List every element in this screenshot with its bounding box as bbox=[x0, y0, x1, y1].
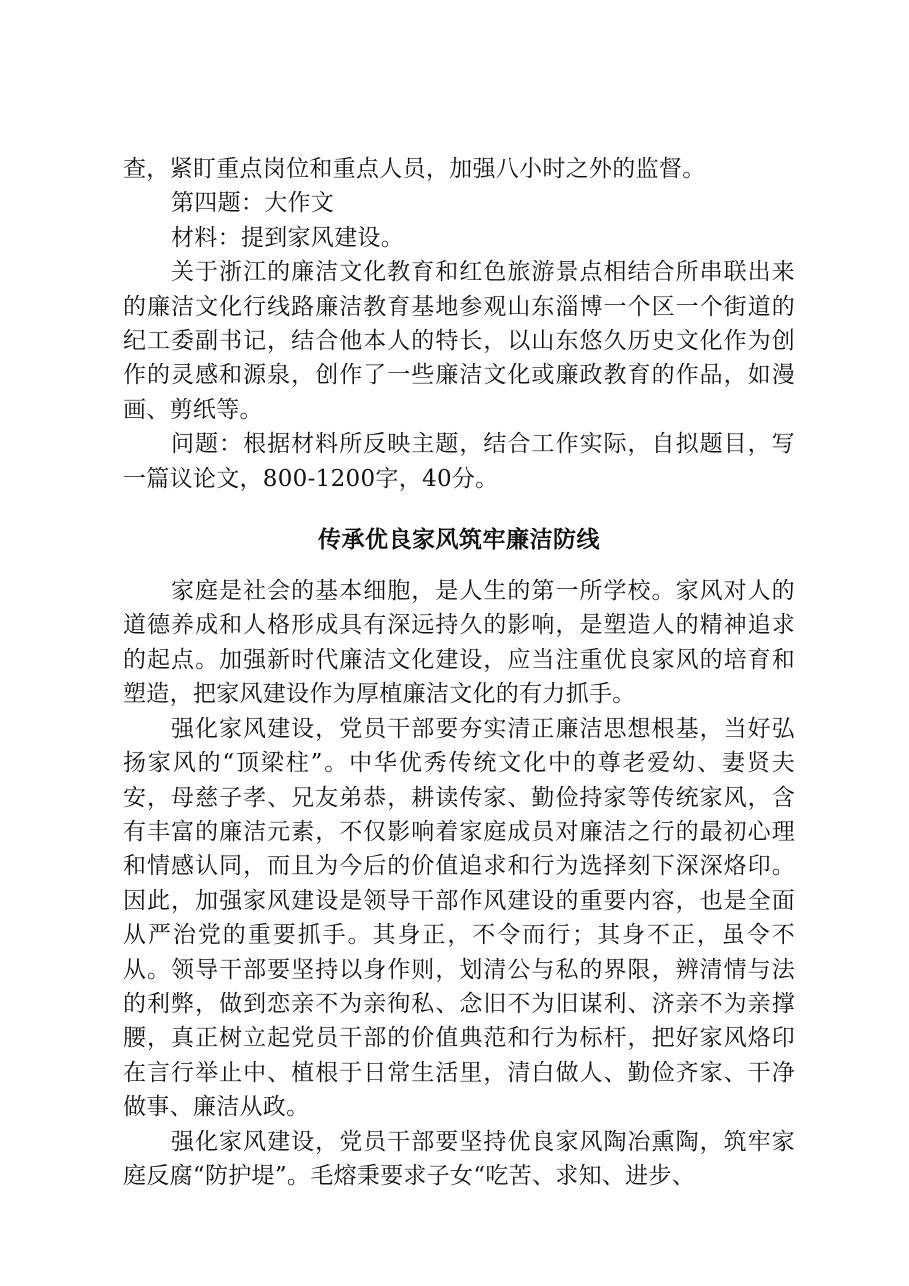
page-content bbox=[123, 152, 795, 1193]
material-line: 材料：提到家风建设。 bbox=[171, 224, 404, 251]
continued-text: 查，紧盯重点岗位和重点人员，加强八小时之外的监督。 bbox=[123, 156, 706, 182]
essay-title: 传承优良家风筑牢廉洁防线 bbox=[318, 527, 600, 554]
essay-paragraph-2: 强化家风建设，党员干部要夯实清正廉洁思想根基，当好弘扬家风的“顶梁柱”。中华优秀传统文化中的尊老爱幼、妻贤夫安，母慈子孝、兄友弟恭，耕读传家、勤俭持家等传统家风，含有丰富的廉洁元素，不仅影响着家庭成员对廉洁之行的最初心理和情感认同，而且为今后的价值追求和行为选择刻下深深烙印。因此，加强家风建设是领导干部作风建设的重要内容，也是全面从严治党的重要抓手。其身正，不令而行；其身不正，虽令不从。领导干部要坚持以身作则，划清公与私的界限，辨清情与法的利弊，做到恋亲不为亲徇私、念旧不为旧谋利、济亲不为亲撑腰，真正树立起党员干部的价值典范和行为标杆，把好家风烙印在言行举止中、植根于日常生活里，清白做人、勤俭齐家、干净做事、廉洁从政。 bbox=[123, 715, 795, 1121]
question-heading: 第四题：大作文 bbox=[171, 190, 335, 217]
essay-paragraph-3: 强化家风建设，党员干部要坚持优良家风陶冶熏陶，筑牢家庭反腐“防护堤”。毛熔秉要求子女“吃苦、求知、进步、 bbox=[123, 1128, 795, 1189]
background-paragraph: 关于浙江的廉洁文化教育和红色旅游景点相结合所串联出来的廉洁文化行线路廉洁教育基地参观山东淄博一个区一个街道的纪工委副书记，结合他本人的特长，以山东悠久历史文化作为创作的灵感和源泉，创作了一些廉洁文化或廉政教育的作品，如漫画、剪纸等。 bbox=[123, 259, 795, 423]
essay-paragraph-1: 家庭是社会的基本细胞，是人生的第一所学校。家风对人的道德养成和人格形成具有深远持久的影响，是塑造人的精神追求的起点。加强新时代廉洁文化建设，应当注重优良家风的培育和塑造，把家风建设作为厚植廉洁文化的有力抓手。 bbox=[123, 578, 795, 708]
question-paragraph: 问题：根据材料所反映主题，结合工作实际，自拟题目，写一篇议论文，800-1200字，40分。 bbox=[123, 431, 795, 492]
